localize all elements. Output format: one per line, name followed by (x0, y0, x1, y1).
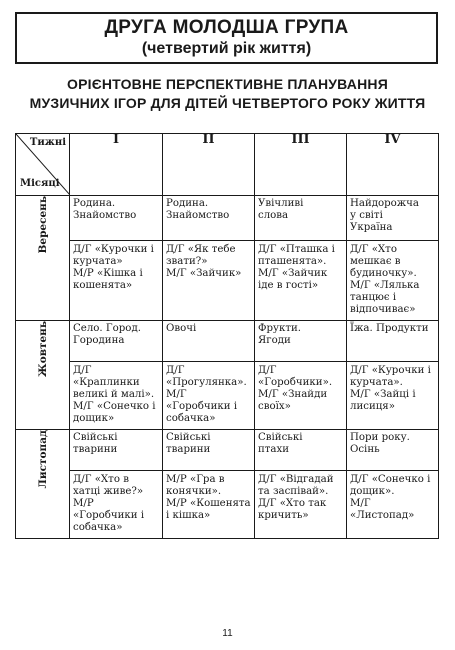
theme-text: Село. Город. Городина (73, 323, 141, 346)
week-header: III (255, 134, 347, 196)
week-header: IV (347, 134, 439, 196)
theme-cell (163, 430, 254, 470)
games-text: Д/Г «Хто в хатці живе?» М/Р «Горобчики і собачка» (73, 474, 145, 533)
games-text: Д/Г «Горобчики». М/Г «Знайди своїх» (258, 365, 333, 412)
theme-text: Фрукти. Ягоди (258, 323, 302, 346)
month-label: Жовтень (36, 321, 49, 378)
month-cell (16, 196, 70, 321)
theme-text: Свійські птахи (258, 432, 303, 455)
theme-text: Увічливі слова (258, 198, 304, 221)
month-cell (16, 430, 70, 539)
games-text: Д/Г «Відгадай та заспівай». Д/Г «Хто так кричить» (258, 474, 334, 521)
page-subtitle: (четвертий рік життя) (141, 40, 312, 57)
theme-text: Свійські тварини (73, 432, 118, 455)
theme-cell (70, 321, 162, 361)
games-cell (163, 241, 254, 284)
theme-cell (163, 321, 254, 361)
theme-cell (70, 196, 162, 240)
games-text: Д/Г «Сонечко і дощик». М/Г «Листопад» (350, 474, 431, 521)
table-row-themes (16, 430, 439, 471)
games-cell (255, 241, 346, 296)
section-heading-line-1: ОРІЄНТОВНЕ ПЕРСПЕКТИВНЕ ПЛАНУВАННЯ (66, 76, 388, 92)
month-label: Листопад (36, 430, 49, 489)
section-heading (12, 75, 443, 113)
theme-cell (255, 430, 346, 470)
week-header: I (70, 134, 163, 196)
table-row-games (16, 362, 439, 430)
theme-cell (255, 196, 346, 240)
games-cell (255, 471, 346, 526)
games-text: Д/Г «Курочки і курчата». М/Г «Зайці і лисиця» (350, 365, 431, 412)
games-cell (255, 362, 346, 417)
page-number: 11 (222, 628, 233, 639)
theme-cell (255, 321, 346, 361)
section-heading-line-2: МУЗИЧНИХ ІГОР ДЛЯ ДІТЕЙ ЧЕТВЕРТОГО РОКУ ЖИТТЯ (29, 95, 426, 111)
games-cell (347, 241, 438, 320)
theme-cell (163, 196, 254, 240)
months-label: Місяці (20, 178, 60, 189)
games-cell (163, 471, 254, 526)
games-text: Д/Г «Курочки і курчата» М/Р «Кішка і кошенята» (73, 244, 154, 291)
table-header-row (16, 134, 439, 196)
corner-cell (16, 134, 70, 196)
theme-text: Їжа. Продукти (350, 323, 429, 334)
games-cell (163, 362, 254, 429)
table-row-themes (16, 196, 439, 241)
table-row-games (16, 241, 439, 321)
week-header: II (163, 134, 255, 196)
games-text: Д/Г «Краплинки великі й малі». М/Г «Сонечко і дощик» (73, 365, 156, 424)
games-cell (347, 471, 438, 526)
theme-cell (347, 430, 438, 470)
header-box (15, 12, 438, 64)
theme-text: Родина. Знайомство (166, 198, 230, 221)
theme-text: Пори року. Осінь (350, 432, 410, 455)
theme-cell (70, 430, 162, 470)
games-text: Д/Г «Прогулянка». М/Г «Горобчики і собачка» (166, 365, 247, 424)
games-cell (70, 471, 162, 538)
month-cell (16, 321, 70, 430)
table-row-themes (16, 321, 439, 362)
weeks-label: Тижні (29, 137, 66, 148)
theme-cell (347, 321, 438, 361)
month-label: Вересень (36, 196, 49, 254)
theme-cell (347, 196, 438, 240)
theme-text: Овочі (166, 323, 197, 334)
games-text: Д/Г «Як тебе звати?» М/Г «Зайчик» (166, 244, 242, 279)
games-text: М/Р «Гра в конячки». М/Р «Кошенята і кішка» (166, 474, 251, 521)
theme-text: Найдорожча у світі Україна (350, 198, 419, 233)
planning-table (15, 133, 439, 539)
games-cell (70, 241, 162, 296)
table-row-games (16, 471, 439, 539)
games-text: Д/Г «Пташка і пташенята». М/Г «Зайчик іде в гості» (258, 244, 335, 291)
theme-text: Свійські тварини (166, 432, 211, 455)
games-cell (347, 362, 438, 417)
page-title: ДРУГА МОЛОДША ГРУПА (104, 17, 349, 38)
games-text: Д/Г «Хто мешкає в будиночку». М/Г «Лялька танцює і відпочиває» (350, 244, 420, 315)
games-cell (70, 362, 162, 429)
theme-text: Родина. Знайомство (73, 198, 137, 221)
